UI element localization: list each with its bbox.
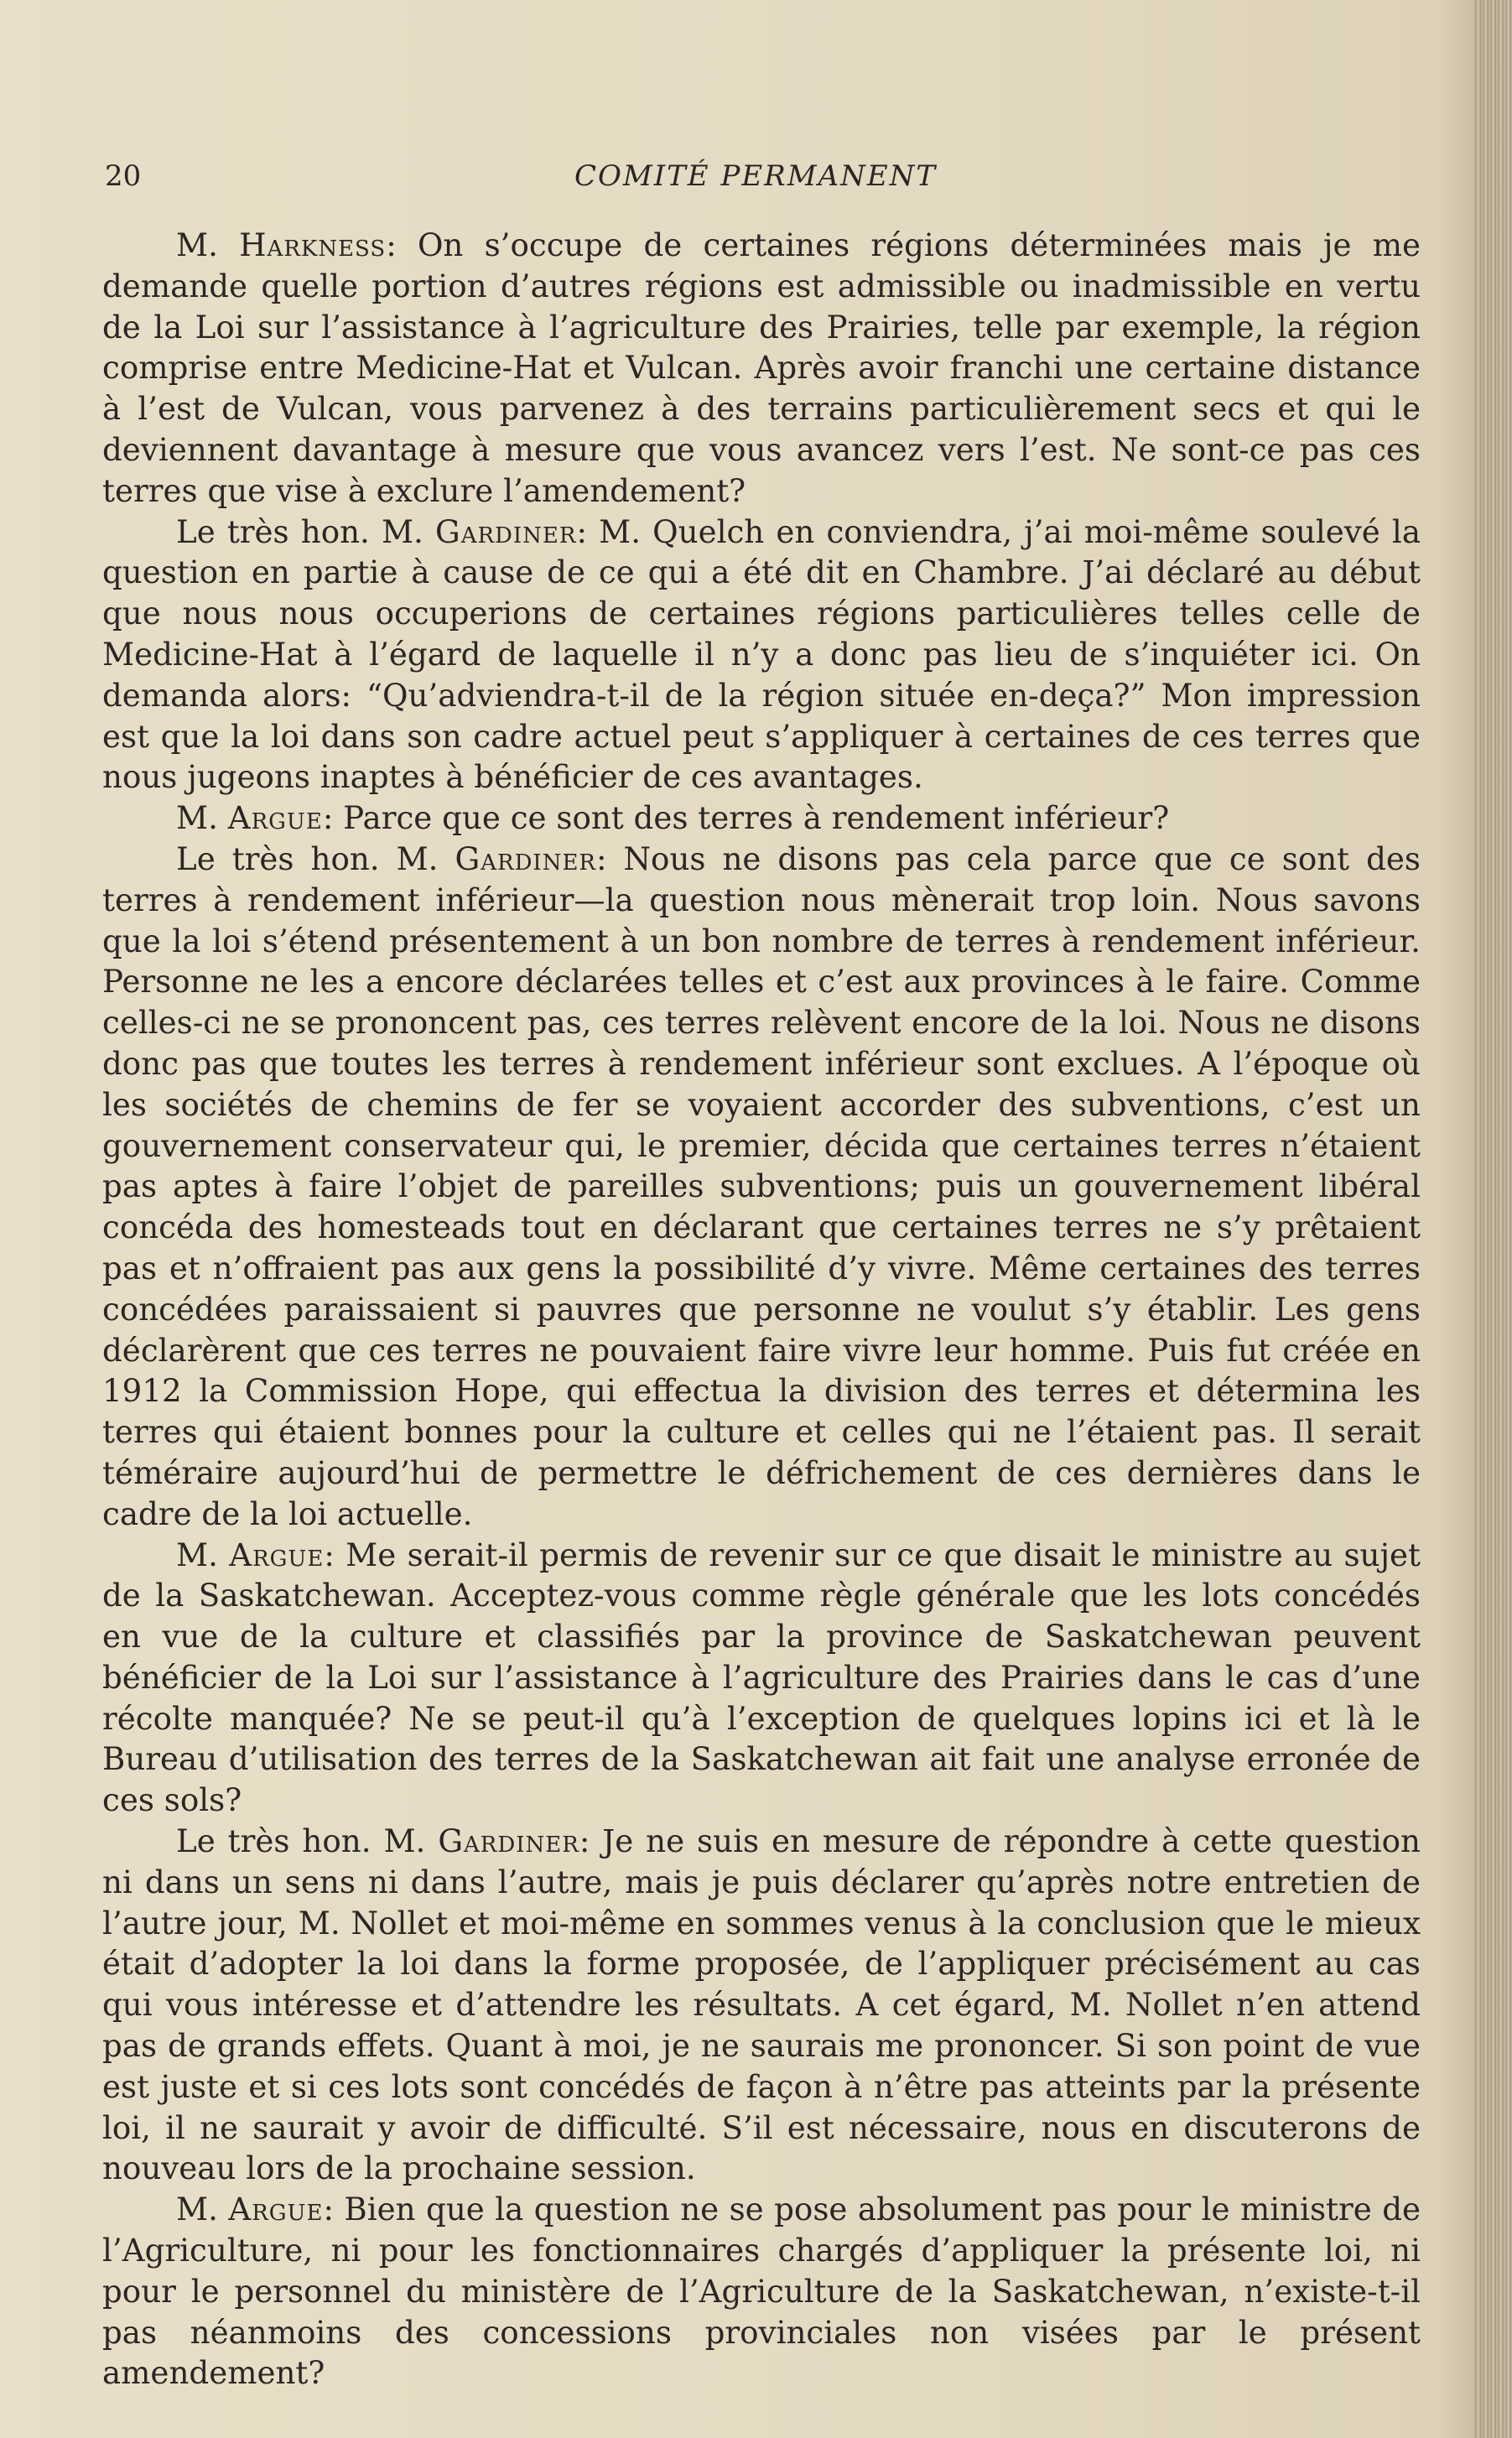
speaker-prefix: Le très hon. M. xyxy=(176,512,423,550)
speaker-prefix: M. xyxy=(176,226,218,263)
paragraph-text: : Nous ne disons pas cela parce que ce sont des terres à rendement inférieur—la question nous mènerait trop loin. Nous savons que la loi s’étend présentement à un bon nombre de terres à rendement inférieur. Personne ne les a encore déclarées telles et c’est aux provinces à le faire. Comme celles-ci ne se prononcent pas, ces terres relèvent encore de la loi. Nous ne disons donc pas que toutes les terres à rendement inférieur sont exclues. A l’époque où les sociétés de chemins de fer se voyaient accorder des subventions, c’est un gouvernement conservateur qui, le premier, décida que certaines terres n’étaient pas aptes à faire l’objet de pareilles subventions; puis un gouvernement libéral concéda des homesteads tout en déclarant que certaines terres ne s’y prêtaient pas et n’offraient pas aux gens la possibilité d’y vivre. Même certaines des terres concédées paraissaient si pauvres que personne ne voulut s’y établir. Les gens déclarèrent que ces terres ne pouvaient faire vivre leur homme. Puis fut créée en 1912 la Commission Hope, qui effectua la division des terres et détermina les terres qui étaient bonnes pour la culture et celles qui ne l’étaient pas. Il serait téméraire aujourd’hui de permettre le défrichement de ces dernières dans le cadre de la loi actuelle. xyxy=(102,840,1421,1532)
paragraph-argue-1 xyxy=(102,798,1421,839)
page-header xyxy=(105,159,1421,201)
paragraph-text: : Je ne suis en mesure de répondre à cette question ni dans un sens ni dans l’autre, mais je puis déclarer qu’après notre entretien de l’autre jour, M. Nollet et moi-même en sommes venus à la conclusion que le mieux était d’adopter la loi dans la forme proposée, de l’appliquer précisément au cas qui vous intéresse et d’attendre les résultats. A cet égard, M. Nollet n’en attend pas de grands effets. Quant à moi, je ne saurais me prononcer. Si son point de vue est juste et si ces lots sont concédés de façon à n’être pas atteints par la présente loi, il ne saurait y avoir de difficulté. S’il est nécessaire, nous en discuterons de nouveau lors de la prochaine session. xyxy=(102,1822,1421,2187)
paragraph-gardiner-3 xyxy=(102,1821,1421,2189)
speaker-prefix: Le très hon. M. xyxy=(176,840,439,877)
speaker-prefix: M. xyxy=(176,1536,218,1573)
paragraph-gardiner-1 xyxy=(102,512,1421,798)
speaker-prefix: M. xyxy=(176,2191,218,2228)
page-body xyxy=(102,225,1421,2394)
speaker-name: Gardiner xyxy=(435,512,577,550)
paragraph-gardiner-2 xyxy=(102,839,1421,1535)
paragraph-text: : Me serait-il permis de revenir sur ce que disait le ministre au sujet de la Saskatchewan. Acceptez-vous comme règle générale que les lots concédés en vue de la culture et classifiés par la province de Saskatchewan peuvent bénéficier de la Loi sur l’assistance à l’agriculture des Prairies dans le cas d’une récolte manquée? Ne se peut-il qu’à l’exception de quelques lopins ici et là le Bureau d’utilisation des terres de la Saskatchewan ait fait une analyse erronée de ces sols? xyxy=(102,1536,1421,1819)
speaker-prefix: Le très hon. M. xyxy=(176,1822,426,1860)
paragraph-text: : M. Quelch en conviendra, j’ai moi-même soulevé la question en partie à cause de ce qui a été dit en Chambre. J’ai déclaré au début que nous nous occuperions de certaines régions particulières telles celle de Medicine-Hat à l’égard de laquelle il n’y a donc pas lieu de s’inquiéter ici. On demanda alors: “Qu’adviendra-t-il de la région située en-deça?” Mon impression est que la loi dans son cadre actuel peut s’appliquer à certaines de ces terres que nous jugeons inaptes à bénéficier de ces avantages. xyxy=(102,512,1421,796)
speaker-name: Harkness xyxy=(239,226,387,263)
paragraph-harkness-1 xyxy=(102,225,1421,512)
page-number: 20 xyxy=(105,159,142,193)
speaker-name: Gardiner xyxy=(455,840,596,877)
speaker-name: Argue xyxy=(227,799,323,837)
book-page-edge xyxy=(1473,0,1512,2438)
paragraph-argue-3 xyxy=(102,2189,1421,2394)
speaker-name: Argue xyxy=(229,1536,325,1573)
speaker-name: Argue xyxy=(228,2191,324,2228)
paragraph-text: : Bien que la question ne se pose absolument pas pour le ministre de l’Agriculture, ni pour les fonctionnaires chargés d’appliquer la présente loi, ni pour le personnel du ministère de l’Agriculture de la Saskatchewan, n’existe-t-il pas néanmoins des concessions provinciales non visées par le présent amendement? xyxy=(102,2191,1421,2392)
speaker-name: Gardiner xyxy=(438,1822,579,1860)
speaker-prefix: M. xyxy=(176,799,218,837)
paragraph-argue-2 xyxy=(102,1535,1421,1822)
paragraph-text: : Parce que ce sont des terres à rendement inférieur? xyxy=(322,799,1170,837)
running-head: COMITÉ PERMANENT xyxy=(574,159,938,193)
paragraph-text: : On s’occupe de certaines régions déterminées mais je me demande quelle portion d’autres régions est admissible ou inadmissible en vertu de la Loi sur l’assistance à l’agriculture des Prairies, telle par exemple, la région comprise entre Medicine-Hat et Vulcan. Après avoir franchi une certaine distance à l’est de Vulcan, vous parvenez à des terrains particulièrement secs et qui le deviennent davantage à mesure que vous avancez vers l’est. Ne sont-ce pas ces terres que vise à exclure l’amendement? xyxy=(102,226,1421,509)
